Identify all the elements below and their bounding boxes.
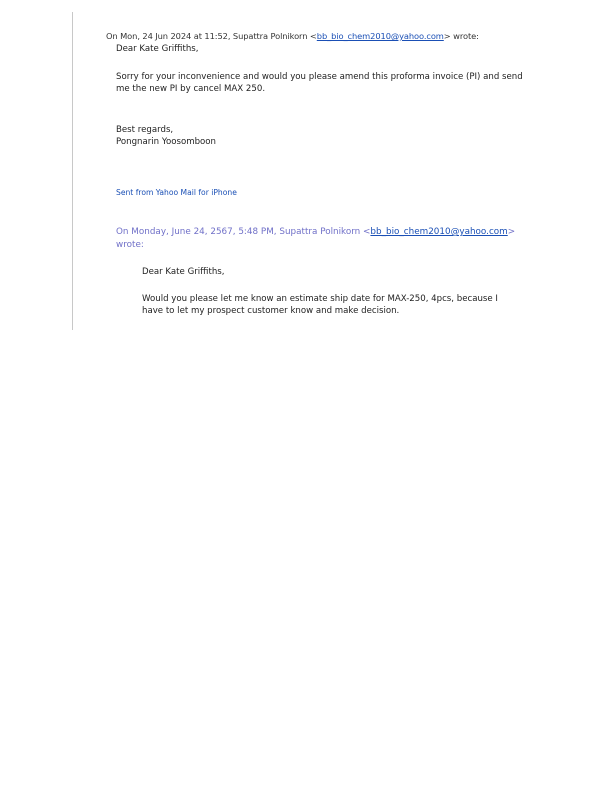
quoted-body-line: Would you please let me know an estimate ship date for MAX-250, 4pcs, because I — [142, 294, 498, 304]
closing-text: Best regards, — [116, 125, 174, 135]
quoted-header-suffix: > — [507, 227, 516, 237]
reply-body-line: me the new PI by cancel MAX 250. — [116, 84, 266, 95]
quoted-message-header — [116, 226, 515, 252]
reply-greeting: Dear Kate Griffiths, — [116, 44, 199, 54]
outer-reply-header — [106, 31, 479, 41]
reply-body — [116, 71, 523, 95]
outer-header-prefix: On Mon, 24 Jun 2024 at 11:52, Supattra Polnikorn < — [106, 31, 317, 41]
quoted-header-line — [116, 226, 515, 239]
quote-border-line — [72, 12, 73, 330]
sender-email-link[interactable]: bb_bio_chem2010@yahoo.com — [316, 31, 444, 41]
quoted-header-wrote: wrote: — [116, 240, 144, 250]
signature-name: Pongnarin Yoosomboon — [116, 137, 216, 148]
reply-body-line: Sorry for your inconvenience and would you please amend this proforma invoice (PI) and send — [116, 72, 523, 82]
reply-signoff — [116, 124, 216, 148]
quoted-greeting: Dear Kate Griffiths, — [142, 267, 225, 277]
quoted-body-line: have to let my prospect customer know and make decision. — [142, 306, 400, 317]
quoted-sender-email-link[interactable]: bb_bio_chem2010@yahoo.com — [370, 227, 508, 237]
outer-header-suffix: > wrote: — [443, 31, 479, 41]
quoted-header-prefix: On Monday, June 24, 2567, 5:48 PM, Supattra Polnikorn < — [116, 227, 371, 237]
quoted-body — [142, 293, 498, 317]
sent-from-yahoo-link[interactable]: Sent from Yahoo Mail for iPhone — [116, 188, 237, 197]
